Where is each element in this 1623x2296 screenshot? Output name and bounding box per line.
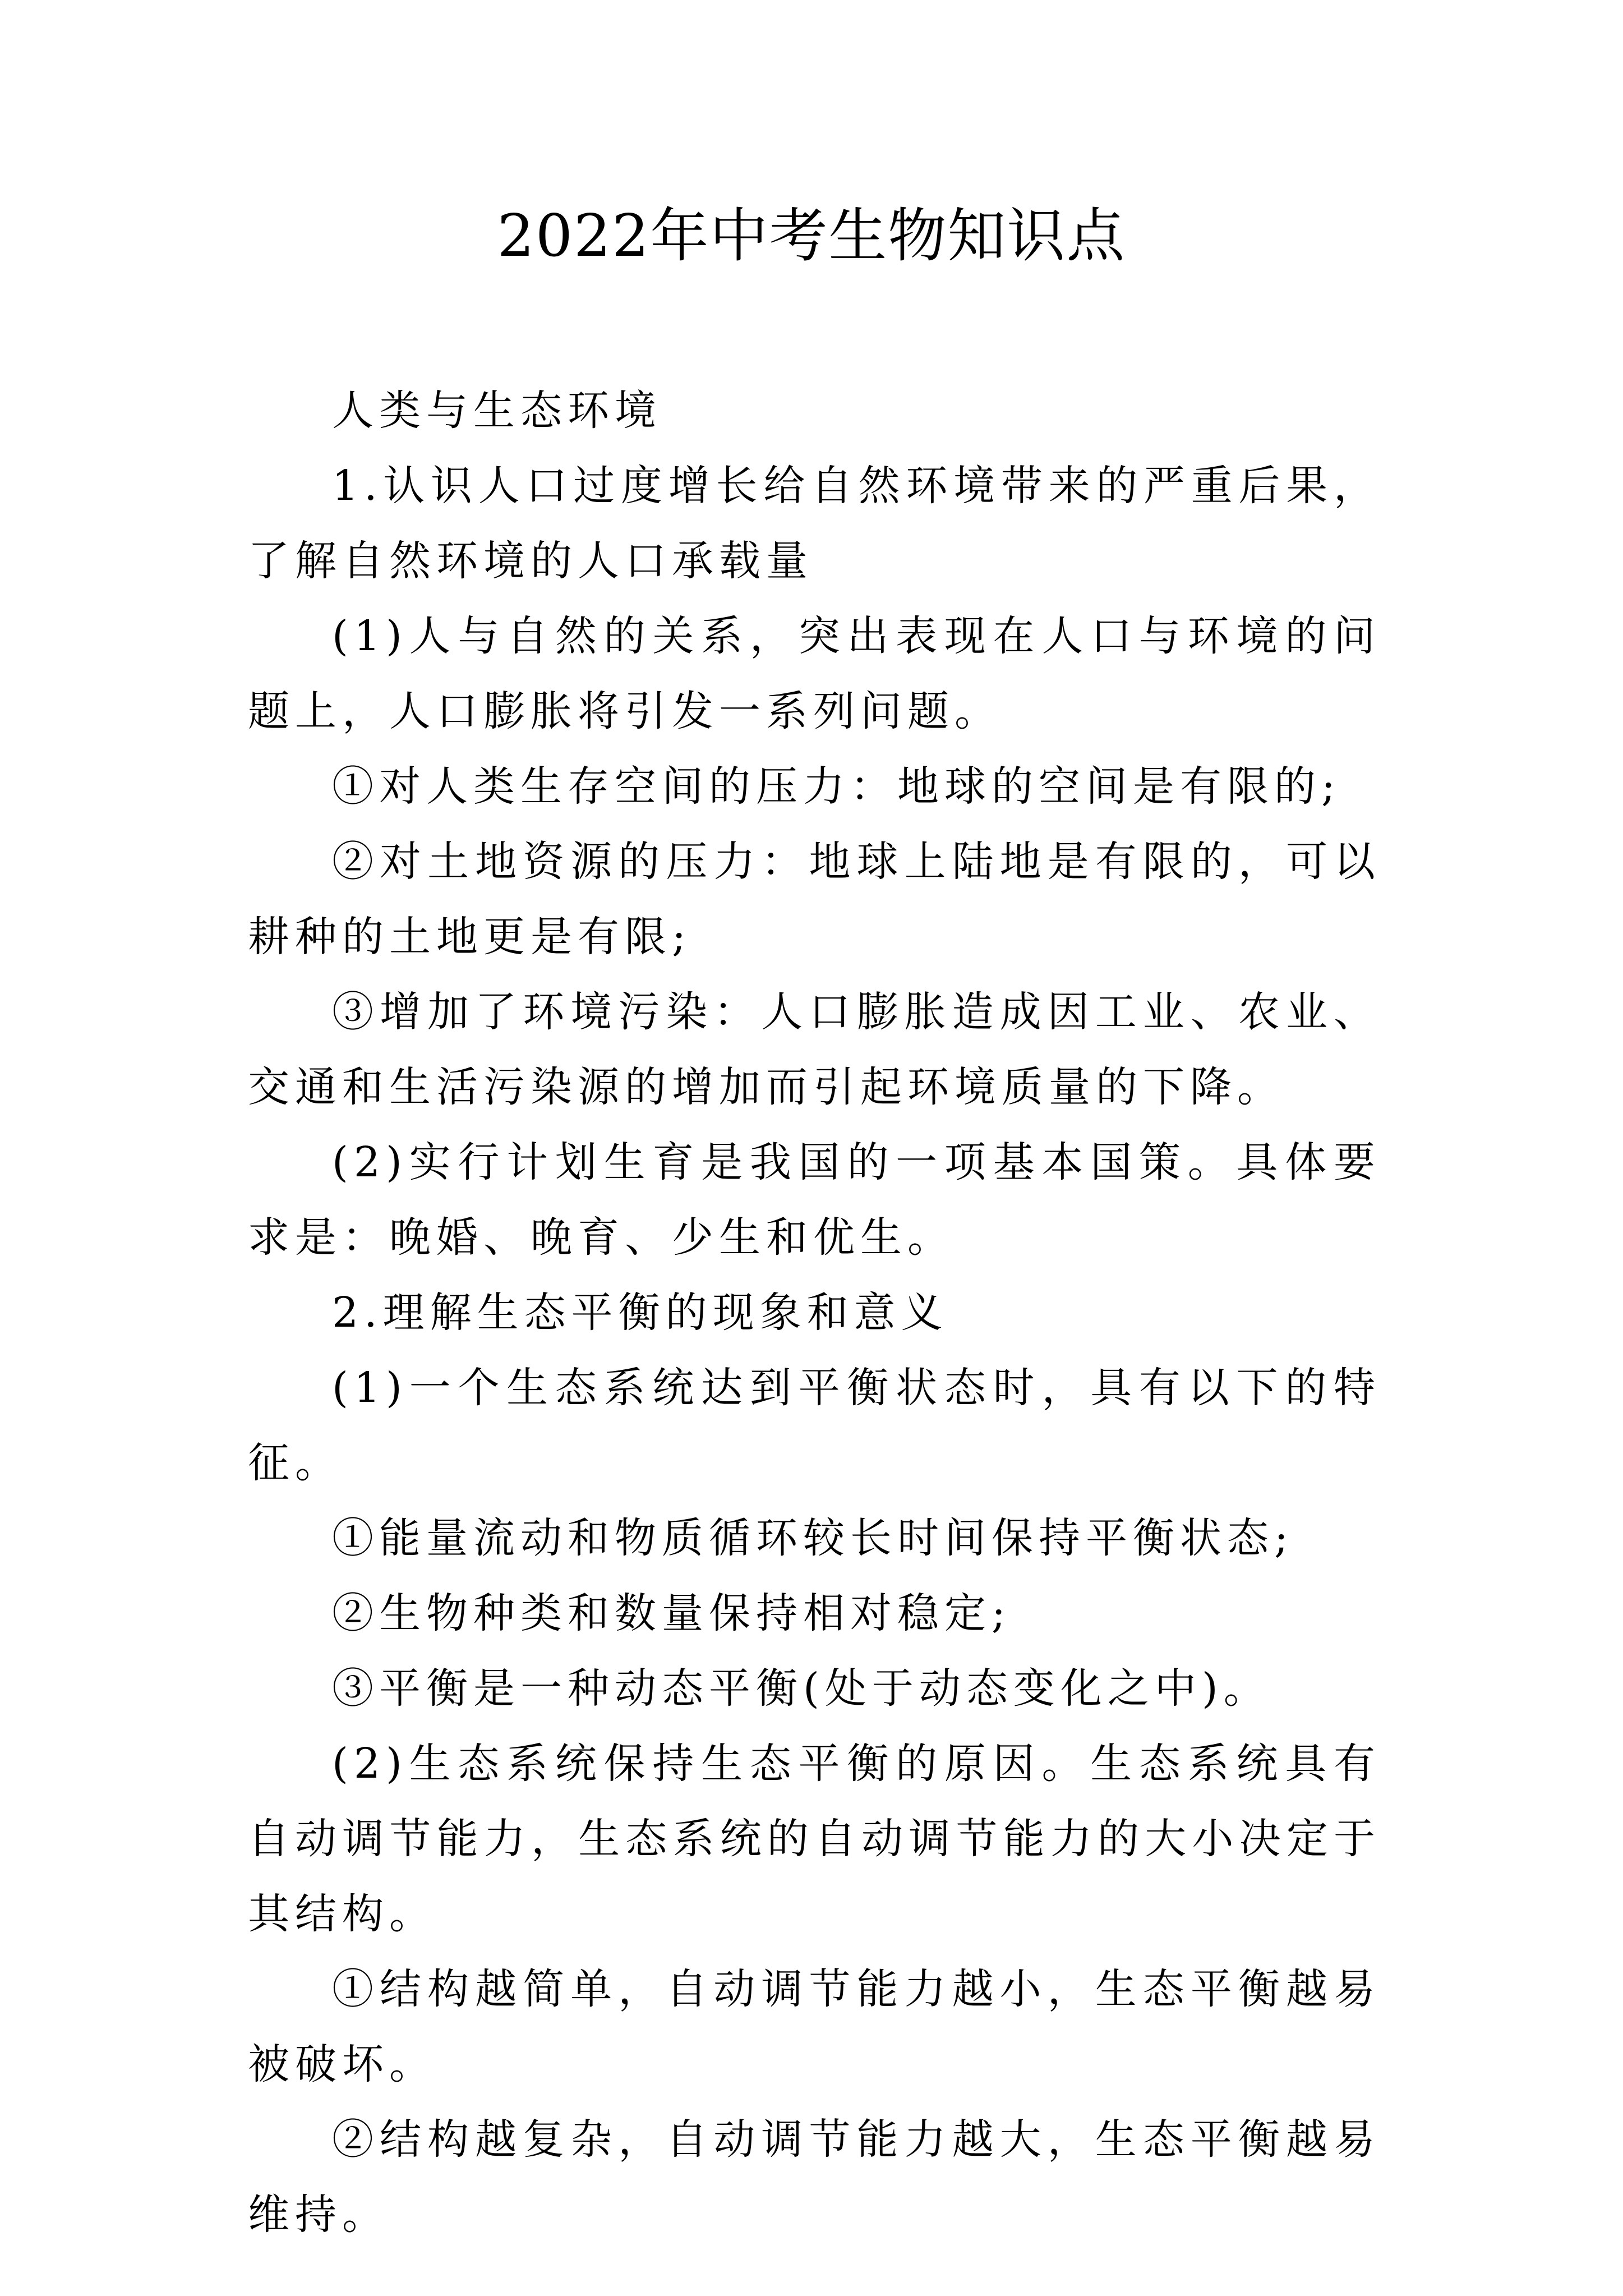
paragraph: (2)生态系统保持生态平衡的原因。生态系统具有自动调节能力，生态系统的自动调节能力的大小决定于其结构。 xyxy=(248,1740,1381,1938)
document-title: 2022年中考生物知识点 xyxy=(497,201,1126,270)
paragraph: ①能量流动和物质循环较长时间保持平衡状态; xyxy=(332,1514,1294,1562)
paragraph: ②生物种类和数量保持相对稳定; xyxy=(332,1589,1011,1637)
paragraph: (2)实行计划生育是我国的一项基本国策。具体要求是：晚婚、晚育、少生和优生。 xyxy=(248,1138,1381,1262)
paragraph: (1)人与自然的关系，突出表现在人口与环境的问题上，人口膨胀将引发一系列问题。 xyxy=(248,612,1381,735)
paragraph: ③增加了环境污染：人口膨胀造成因工业、农业、交通和生活污染源的增加而引起环境质量的下降。 xyxy=(248,988,1381,1111)
paragraph: ②结构越复杂，自动调节能力越大，生态平衡越易维持。 xyxy=(248,2115,1381,2239)
paragraph: ①对人类生存空间的压力：地球的空间是有限的; xyxy=(332,762,1341,811)
paragraph: 2.理解生态平衡的现象和意义 xyxy=(332,1289,948,1337)
section-heading: 人类与生态环境 xyxy=(332,386,662,435)
paragraph: 1.认识人口过度增长给自然环境带来的严重后果，了解自然环境的人口承载量 xyxy=(248,462,1381,585)
paragraph: ③平衡是一种动态平衡(处于动态变化之中)。 xyxy=(332,1664,1271,1713)
paragraph: (1)一个生态系统达到平衡状态时，具有以下的特征。 xyxy=(248,1364,1381,1487)
document-body xyxy=(248,373,1381,2252)
paragraph: ①结构越简单，自动调节能力越小，生态平衡越易被破坏。 xyxy=(248,1965,1381,2088)
paragraph: ②对土地资源的压力：地球上陆地是有限的，可以耕种的土地更是有限; xyxy=(248,838,1381,961)
